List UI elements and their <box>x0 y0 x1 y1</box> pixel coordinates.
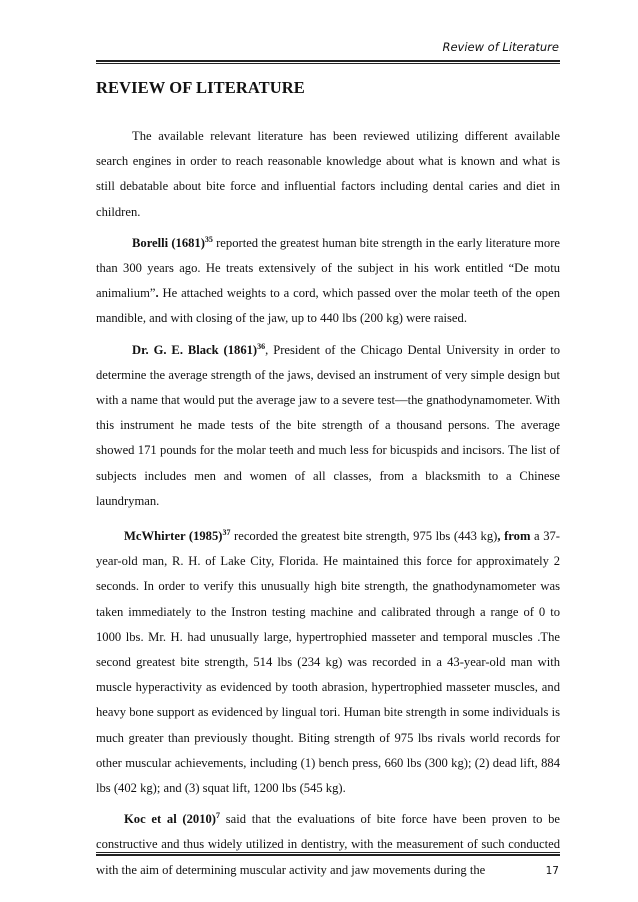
citation-author: Koc et al (2010) <box>124 812 216 827</box>
running-header: Review of Literature <box>442 40 559 54</box>
paragraph-text: a 37-year-old man, R. H. of Lake City, Florida. He maintained this force for approximately 2 seconds. In order to verify this unusually high bite strength, the gnathodynamometer was taken immediately to the Instron testing machine and calibrated through a range of 0 to 1000 lbs. Mr. H. had unusually large, hypertrophied masseter and temporal muscles .The second greatest bite strength, 514 lbs (234 kg) was recorded in a 43-year-old man with muscle hyperactivity as evidenced by tooth abrasion, hypertrophied masseter muscles, and heavy bone support as evidenced by lingual tori. Human bite strength in some individuals is much greater than previously thought. Biting strength of 975 lbs rivals world records for other muscular achievements, including (1) bench press, 660 lbs (300 kg); (2) dead lift, 884 lbs (402 kg); and (3) squat lift, 1200 lbs (545 kg). <box>96 529 560 796</box>
reference-number: 7 <box>216 811 220 821</box>
paragraph-mcwhirter <box>96 524 560 801</box>
citation-author: McWhirter (1985) <box>124 529 223 544</box>
paragraph-intro: The available relevant literature has been reviewed utilizing different available search engines in order to reach reasonable knowledge about what is known and what is still debatable about bite force and influential factors including dental caries and diet in children. <box>96 129 560 219</box>
paragraph-borelli <box>96 231 560 332</box>
reference-number: 37 <box>222 528 231 538</box>
citation-author: Borelli (1681) <box>132 235 205 250</box>
bold-punctuation: , <box>497 529 501 544</box>
reference-number: 36 <box>257 341 266 351</box>
body-text <box>96 124 560 883</box>
paragraph-text: reported the greatest human bite strength in the early literature more than 300 years ago. He treats extensively of the subject in his work entitled “De motu animalium” <box>96 235 560 301</box>
paragraph-koc <box>96 807 560 883</box>
paragraph-text: , President of the Chicago Dental University in order to determine the average strength of the jaws, devised an instrument of very simple design but with a name that would put the average jaw to a severe test—the gnathodynamometer. With this instrument he made tests of the bite strength of a thousand persons. The average showed 171 pounds for the molar teeth and much less for bicuspids and incisors. The list of subjects includes men and women of all classes, from a blacksmith to a Chinese laundryman. <box>96 342 560 508</box>
section-title: REVIEW OF LITERATURE <box>96 78 305 97</box>
footer-rule <box>96 852 560 856</box>
paragraph-text: said that the evaluations of bite force have been proven to be constructive and thus widely utilized in dentistry, with the measurement of such conducted with the aim of determining muscular activity and jaw movements during the <box>96 812 560 877</box>
page-number: 17 <box>545 865 559 877</box>
paragraph-black <box>96 338 560 514</box>
bold-punctuation: . <box>155 286 159 301</box>
paragraph-text: He attached weights to a cord, which passed over the molar teeth of the open mandible, and with closing of the jaw, up to 440 lbs (200 kg) were raised. <box>96 286 560 326</box>
citation-author: Dr. G. E. Black (1861) <box>132 342 258 357</box>
bold-word: from <box>500 529 531 544</box>
header-rule <box>96 60 560 64</box>
paragraph-text: recorded the greatest bite strength, 975 lbs (443 kg) <box>230 529 498 544</box>
reference-number: 35 <box>204 234 213 244</box>
